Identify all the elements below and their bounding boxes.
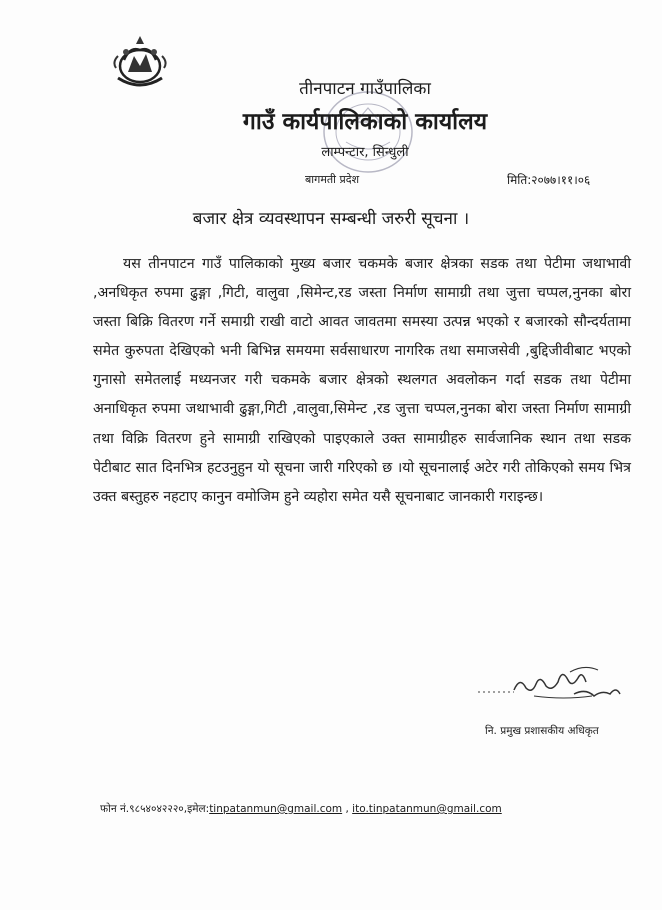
notice-date: मिति:२०७७।११।०६ xyxy=(507,173,591,187)
province-name: बागमती प्रदेश xyxy=(305,173,360,186)
email-link-secondary[interactable]: ito.tinpatanmun@gmail.com xyxy=(352,803,502,815)
email-separator: , xyxy=(342,803,353,815)
office-address: लाम्पन्टार, सिन्धुली xyxy=(321,145,409,160)
email-link-primary[interactable]: tinpatanmun@gmail.com xyxy=(209,803,343,815)
signatory-designation: नि. प्रमुख प्रशासकीय अधिकृत xyxy=(485,725,599,737)
phone-label: फोन नं.९८५४०४२२२०,इमेल: xyxy=(100,803,210,815)
handwritten-signature xyxy=(474,660,624,704)
notice-subject: बजार क्षेत्र व्यवस्थापन सम्बन्धी जरुरी सूचना । xyxy=(192,209,470,229)
municipality-name: तीनपाटन गाउँपालिका xyxy=(299,79,431,99)
contact-footer xyxy=(100,802,502,816)
nepal-emblem-icon xyxy=(112,32,168,90)
notice-body: यस तीनपाटन गाउँ पालिकाको मुख्य बजार चकमके बजार क्षेत्रका सडक तथा पेटीमा जथाभावी ,अनधिकृत रुपमा ढुङ्गा ,गिटी, वालुवा ,सिमेन्ट,रड जस्ता निर्माण सामाग्री तथा जुत्ता चप्पल,नुनका बोरा जस्ता बिक्रि वितरण गर्ने समाग्री राखी वाटो आवत जावतमा समस्या उत्पन्न भएको र बजारको सौन्दर्यतामा समेत कुरुपता देखिएको भनी बिभिन्न समयमा सर्वसाधारण नागरिक तथा समाजसेवी ,बुद्दिजीवीबाट भएको गुनासो समेतलाई मध्यनजर गरी चकमके बजार क्षेत्रको स्थलगत अवलोकन गर्दा सडक तथा पेटीमा अनाधिकृत रुपमा जथाभावी ढुङ्गा,गिटी ,वालुवा,सिमेन्ट ,रड जुत्ता चप्पल,नुनका बोरा जस्ता निर्माण सामाग्री तथा विक्रि वितरण हुने सामाग्री राखिएको पाइएकाले उक्त सामाग्रीहरु सार्वजानिक स्थान तथा सडक पेटीबाट सात दिनभित्र हटउनुहुन यो सूचना जारी गरिएको छ ।यो सूचनालाई अटेर गरी तोकिएको समय भित्र उक्त बस्तुहरु नहटाए कानुन वमोजिम हुने व्यहोरा समेत यसै सूचनाबाट जानकारी गराइन्छ। xyxy=(93,256,631,505)
office-name: गाउँ कार्यपालिकाको कार्यालय xyxy=(242,109,488,135)
